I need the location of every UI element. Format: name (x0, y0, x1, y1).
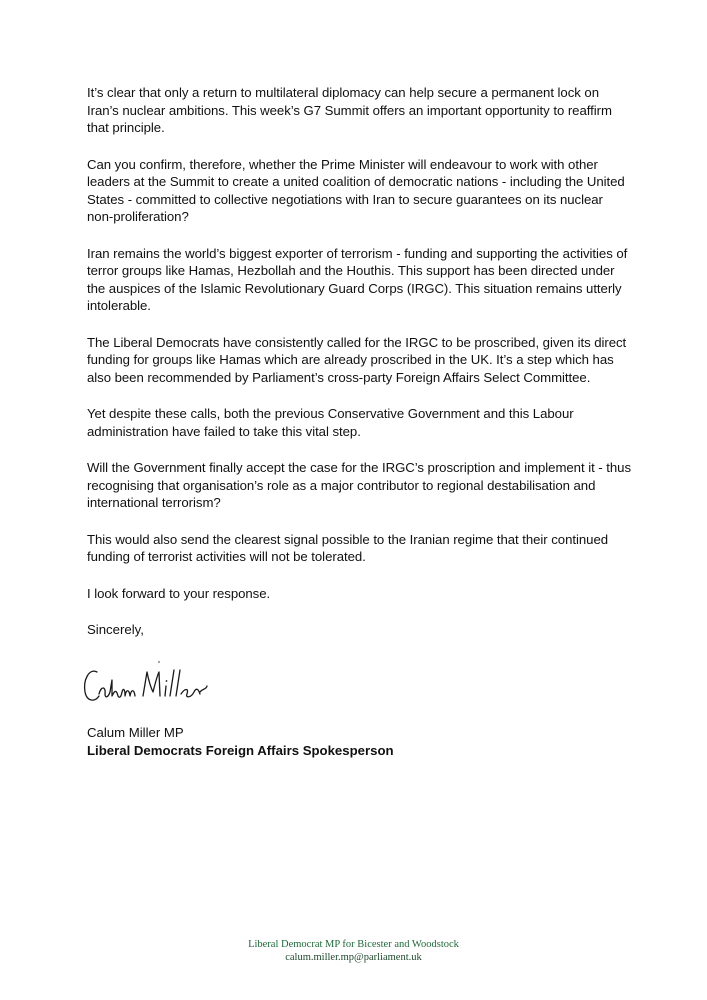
paragraph-signal: This would also send the clearest signal possible to the Iranian regime that their continued funding of terrorist activities will not be tolerated. (87, 531, 609, 564)
footer-constituency: Liberal Democrat MP for Bicester and Woodstock (248, 939, 459, 950)
paragraph-proscription-call: The Liberal Democrats have consistently called for the IRGC to be proscribed, given its direct funding for groups like Hamas which are already proscribed in the UK. It’s a step which has also been recommended by Parliament’s cross-party Foreign Affairs Select Committee. (87, 334, 627, 385)
paragraph-diplomacy: It’s clear that only a return to multilateral diplomacy can help secure a permanent lock on Iran’s nuclear ambitions. This week’s G7 Summit offers an important opportunity to reaffirm that principle. (87, 85, 612, 135)
letter-footer (0, 938, 707, 964)
paragraph-failure: Yet despite these calls, both the previous Conservative Government and this Labour administration have failed to take this vital step. (87, 406, 574, 439)
signatory-title: Liberal Democrats Foreign Affairs Spokesperson (87, 742, 394, 758)
paragraph-coalition-question: Can you confirm, therefore, whether the Prime Minister will endeavour to work with other leaders at the Summit to create a united coalition of democratic nations - including the United States - committed to collective negotiations with Iran to secure guarantees on its nuclear non-proliferation? (87, 156, 625, 224)
closing-salutation: Sincerely, (87, 622, 144, 637)
paragraph-terrorism: Iran remains the world’s biggest exporter of terrorism - funding and supporting the activities of terror groups like Hamas, Hezbollah and the Houthis. This support has been directed under the auspices of the Islamic Revolutionary Guard Corps (IRGC). This situation remains utterly intolerable. (87, 245, 628, 313)
paragraph-government-question: Will the Government finally accept the case for the IRGC’s proscription and implement it - thus recognising that organisation’s role as a major contributor to regional destabilisation and international terrorism? (87, 460, 631, 510)
footer-email: calum.miller.mp@parliament.uk (285, 952, 422, 963)
handwritten-signature (81, 658, 231, 710)
paragraph-response: I look forward to your response. (87, 585, 271, 601)
letter-body (87, 84, 632, 760)
signatory-name: Calum Miller MP (87, 724, 184, 740)
